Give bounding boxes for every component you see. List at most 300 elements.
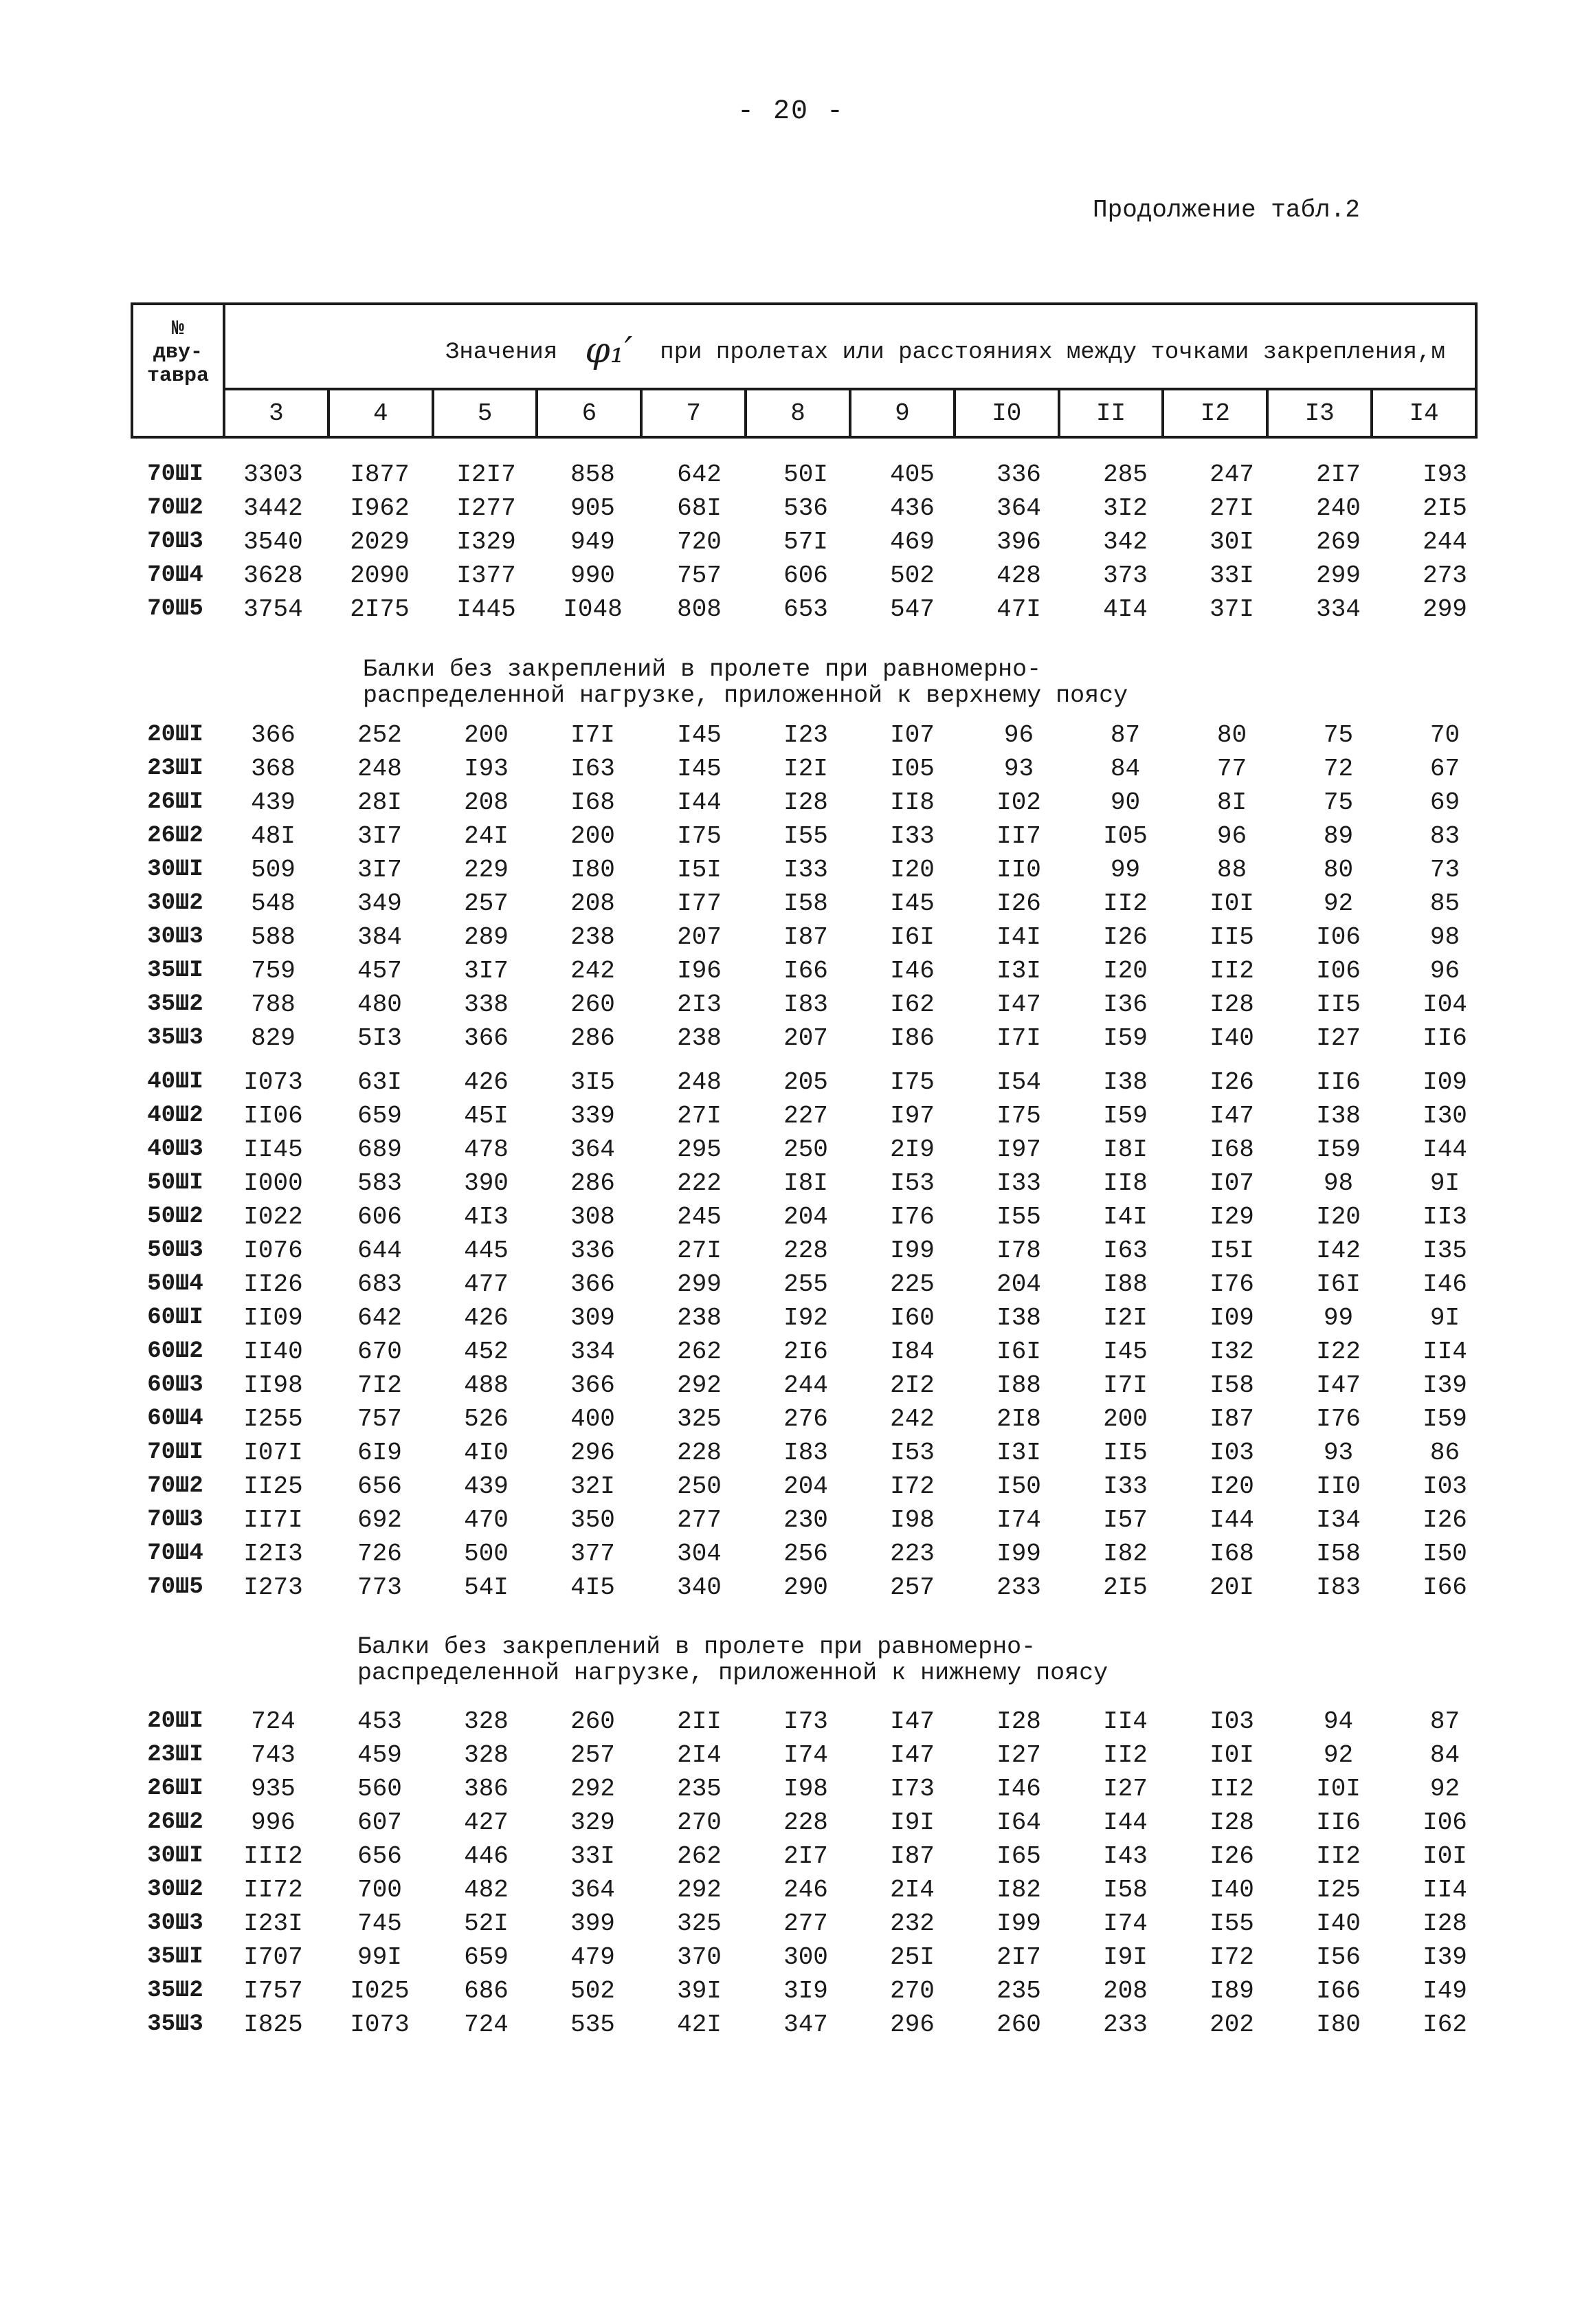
value-cell: 27I (1210, 494, 1254, 522)
value-cell: 607 (357, 1808, 402, 1837)
value-cell: I2I7 (456, 461, 516, 489)
value-cell: 426 (464, 1068, 509, 1096)
value-cell: 89 (1323, 822, 1354, 850)
value-cell: I99 (996, 1910, 1041, 1938)
value-cell: 69 (1429, 788, 1460, 817)
value-cell: II7I (243, 1506, 303, 1534)
beam-number-cell: 20ШI (147, 1708, 203, 1734)
value-cell: I0I (1210, 889, 1254, 918)
value-cell: 366 (251, 721, 296, 749)
value-cell: 3I9 (783, 1977, 828, 2005)
value-cell: 90 (1110, 788, 1141, 817)
value-cell: 228 (783, 1237, 828, 1265)
value-cell: I076 (243, 1237, 303, 1265)
value-cell: I60 (890, 1304, 935, 1332)
table-row (131, 1200, 1478, 1234)
value-cell: 390 (464, 1169, 509, 1197)
value-cell: I03 (1423, 1472, 1467, 1501)
value-cell: 252 (357, 721, 402, 749)
beam-number-cell: 35Ш3 (147, 2011, 203, 2037)
table-row (131, 786, 1478, 819)
value-cell: I757 (243, 1977, 303, 2005)
value-cell: 536 (783, 494, 828, 522)
value-cell: 4I0 (464, 1439, 509, 1467)
value-cell: 858 (570, 461, 615, 489)
value-cell: 808 (677, 595, 722, 623)
value-cell: I99 (996, 1540, 1041, 1568)
table-row (131, 1503, 1478, 1537)
table-row (131, 1940, 1478, 1974)
value-cell: 5I3 (357, 1024, 402, 1052)
value-cell: 502 (570, 1977, 615, 2005)
value-cell: I05 (1103, 822, 1148, 850)
value-cell: 52I (464, 1910, 509, 1938)
value-cell: 299 (1316, 562, 1361, 590)
beam-number-cell: 26Ш2 (147, 1809, 203, 1835)
values-header (224, 304, 1476, 389)
value-cell: 87 (1110, 721, 1141, 749)
value-cell: 459 (357, 1741, 402, 1769)
value-cell: 2090 (350, 562, 410, 590)
value-cell: I825 (243, 2011, 303, 2039)
value-cell: I6I (1316, 1270, 1361, 1298)
value-cell: I377 (456, 562, 516, 590)
value-cell: I27 (1103, 1775, 1148, 1803)
value-cell: 300 (783, 1943, 828, 1971)
value-cell: 726 (357, 1540, 402, 1568)
value-cell: I20 (1103, 957, 1148, 985)
beam-number-cell: 70Ш2 (147, 1473, 203, 1499)
values-label: Значения (445, 340, 558, 366)
span-header-cell: 9 (850, 389, 955, 437)
value-cell: 92 (1323, 1741, 1354, 1769)
value-cell: 759 (251, 957, 296, 985)
value-cell: I59 (1103, 1102, 1148, 1130)
value-cell: I75 (890, 1068, 935, 1096)
value-cell: 328 (464, 1741, 509, 1769)
value-cell: 45I (464, 1102, 509, 1130)
value-cell: 80 (1216, 721, 1247, 749)
value-cell: 436 (890, 494, 935, 522)
value-cell: II4 (1103, 1707, 1148, 1736)
value-cell: I33 (783, 856, 828, 884)
value-cell: I62 (1423, 2011, 1467, 2039)
value-cell: I44 (1423, 1136, 1467, 1164)
value-cell: 73 (1429, 856, 1460, 884)
value-cell: I46 (890, 957, 935, 985)
beam-number-cell: 70Ш5 (147, 596, 203, 622)
value-cell: I58 (1103, 1876, 1148, 1904)
value-cell: 996 (251, 1808, 296, 1837)
value-cell: 72 (1323, 755, 1354, 783)
value-cell: 366 (464, 1024, 509, 1052)
value-cell: 200 (570, 822, 615, 850)
value-cell: 84 (1110, 755, 1141, 783)
value-cell: 242 (570, 957, 615, 985)
value-cell: I39 (1423, 1943, 1467, 1971)
value-cell: 384 (357, 923, 402, 951)
value-cell: 480 (357, 991, 402, 1019)
beam-number-cell: 26Ш2 (147, 823, 203, 849)
value-cell: I62 (890, 991, 935, 1019)
value-cell: 500 (464, 1540, 509, 1568)
table-row (131, 920, 1478, 954)
value-cell: 829 (251, 1024, 296, 1052)
value-cell: 2029 (350, 528, 410, 556)
value-cell: 232 (890, 1910, 935, 1938)
value-cell: I47 (890, 1741, 935, 1769)
value-cell: 244 (783, 1371, 828, 1399)
value-cell: I20 (1316, 1203, 1361, 1231)
value-cell: II5 (1103, 1439, 1148, 1467)
value-cell: 3303 (243, 461, 303, 489)
value-cell: 228 (783, 1808, 828, 1837)
value-cell: I28 (1210, 991, 1254, 1019)
value-cell: I20 (1210, 1472, 1254, 1501)
value-cell: 642 (357, 1304, 402, 1332)
value-cell: 339 (570, 1102, 615, 1130)
value-cell: I58 (1210, 1371, 1254, 1399)
table-row (131, 819, 1478, 853)
table-row (131, 1839, 1478, 1873)
value-cell: 2I5 (1423, 494, 1467, 522)
value-cell: 659 (357, 1102, 402, 1130)
value-cell: 644 (357, 1237, 402, 1265)
value-cell: I7I (996, 1024, 1041, 1052)
value-cell: I63 (1103, 1237, 1148, 1265)
value-cell: I8I (783, 1169, 828, 1197)
value-cell: 86 (1429, 1439, 1460, 1467)
beam-number-cell: 35ШI (147, 1944, 203, 1970)
value-cell: 478 (464, 1136, 509, 1164)
value-cell: I53 (890, 1169, 935, 1197)
value-cell: 229 (464, 856, 509, 884)
value-cell: I27 (996, 1741, 1041, 1769)
value-cell: I30 (1423, 1102, 1467, 1130)
value-cell: 364 (996, 494, 1041, 522)
value-cell: 70 (1429, 721, 1460, 749)
value-cell: 85 (1429, 889, 1460, 918)
table-row (131, 593, 1478, 626)
value-cell: I26 (1103, 923, 1148, 951)
section-title-upper-belt (363, 656, 1128, 709)
value-cell: 80 (1323, 856, 1354, 884)
value-cell: 93 (1003, 755, 1034, 783)
value-cell: 399 (570, 1910, 615, 1938)
value-cell: I022 (243, 1203, 303, 1231)
value-cell: 9I (1429, 1169, 1460, 1197)
value-cell: I0I (1210, 1741, 1254, 1769)
value-cell: 92 (1429, 1775, 1460, 1803)
value-cell: I03 (1210, 1707, 1254, 1736)
value-cell: 304 (677, 1540, 722, 1568)
beam-number-cell: 23ШI (147, 755, 203, 782)
value-cell: I83 (1316, 1573, 1361, 1602)
section-main-rows (131, 458, 1478, 626)
value-cell: 277 (677, 1506, 722, 1534)
value-cell: I49 (1423, 1977, 1467, 2005)
value-cell: II7 (996, 822, 1041, 850)
span-header-cell: 5 (433, 389, 537, 437)
value-cell: 445 (464, 1237, 509, 1265)
value-cell: I04 (1423, 991, 1467, 1019)
value-cell: I80 (1316, 2011, 1361, 2039)
value-cell: 250 (783, 1136, 828, 1164)
value-cell: II26 (243, 1270, 303, 1298)
value-cell: 482 (464, 1876, 509, 1904)
value-cell: 42I (677, 2011, 722, 2039)
value-cell: 2I5 (1103, 1573, 1148, 1602)
beam-number-cell: 60ШI (147, 1305, 203, 1331)
value-cell: 255 (783, 1270, 828, 1298)
value-cell: I66 (783, 957, 828, 985)
value-cell: 98 (1429, 923, 1460, 951)
value-cell: 33I (570, 1842, 615, 1870)
value-cell: 509 (251, 856, 296, 884)
value-cell: 248 (357, 755, 402, 783)
value-cell: 405 (890, 461, 935, 489)
value-cell: 260 (996, 2011, 1041, 2039)
value-cell: 286 (570, 1024, 615, 1052)
table-row (131, 887, 1478, 920)
value-cell: II2 (1103, 889, 1148, 918)
table-row (131, 752, 1478, 786)
value-cell: I3I (996, 957, 1041, 985)
section-upper-belt-rows (131, 718, 1478, 1055)
value-cell: I45 (677, 721, 722, 749)
value-cell: I99 (890, 1237, 935, 1265)
value-cell: II4 (1423, 1338, 1467, 1366)
value-cell: I47 (1316, 1371, 1361, 1399)
value-cell: 260 (570, 1707, 615, 1736)
value-cell: 370 (677, 1943, 722, 1971)
table-row (131, 1065, 1478, 1099)
value-cell: 75 (1323, 788, 1354, 817)
value-cell: I59 (1103, 1024, 1148, 1052)
value-cell: I26 (1423, 1506, 1467, 1534)
value-cell: I53 (890, 1439, 935, 1467)
value-cell: 670 (357, 1338, 402, 1366)
value-cell: 39I (677, 1977, 722, 2005)
value-cell: I83 (783, 1439, 828, 1467)
value-cell: I32 (1210, 1338, 1254, 1366)
value-cell: I025 (350, 1977, 410, 2005)
table-row (131, 1470, 1478, 1503)
value-cell: I96 (677, 957, 722, 985)
value-cell: I26 (1210, 1068, 1254, 1096)
value-cell: II6 (1316, 1808, 1361, 1837)
beam-number-cell: 70Ш4 (147, 562, 203, 588)
value-cell: 935 (251, 1775, 296, 1803)
value-cell: 299 (1423, 595, 1467, 623)
value-cell: 325 (677, 1910, 722, 1938)
beam-number-cell: 50Ш2 (147, 1204, 203, 1230)
value-cell: 788 (251, 991, 296, 1019)
value-cell: 683 (357, 1270, 402, 1298)
table-row (131, 1705, 1478, 1738)
beam-number-cell: 30Ш2 (147, 890, 203, 916)
value-cell: I20 (890, 856, 935, 884)
value-cell: I0I (1316, 1775, 1361, 1803)
value-cell: 502 (890, 562, 935, 590)
beam-number-cell: 70Ш5 (147, 1574, 203, 1600)
value-cell: 2I8 (996, 1405, 1041, 1433)
value-cell: 238 (677, 1304, 722, 1332)
value-cell: 20I (1210, 1573, 1254, 1602)
value-cell: I83 (783, 991, 828, 1019)
value-cell: I0I (1423, 1842, 1467, 1870)
page-number: - 20 - (737, 96, 845, 127)
value-cell: I65 (996, 1842, 1041, 1870)
value-cell: I23 (783, 721, 828, 749)
table-row (131, 1133, 1478, 1166)
value-cell: 2II (677, 1707, 722, 1736)
value-cell: I09 (1423, 1068, 1467, 1096)
value-cell: II8 (890, 788, 935, 817)
table-row (131, 1402, 1478, 1436)
value-cell: I073 (243, 1068, 303, 1096)
value-cell: II45 (243, 1136, 303, 1164)
value-cell: 7I2 (357, 1371, 402, 1399)
beam-number-cell: 35Ш2 (147, 991, 203, 1017)
value-cell: I93 (464, 755, 509, 783)
value-cell: I26 (1210, 1842, 1254, 1870)
table-row (131, 1099, 1478, 1133)
value-cell: 439 (251, 788, 296, 817)
value-cell: 3I2 (1103, 494, 1148, 522)
value-cell: II6 (1423, 1024, 1467, 1052)
beam-number-cell: 30ШI (147, 856, 203, 883)
value-cell: 208 (1103, 1977, 1148, 2005)
value-cell: 364 (570, 1136, 615, 1164)
value-cell: 63I (357, 1068, 402, 1096)
value-cell: II2 (1103, 1741, 1148, 1769)
value-cell: 84 (1429, 1741, 1460, 1769)
value-cell: 270 (890, 1977, 935, 2005)
value-cell: I707 (243, 1943, 303, 1971)
value-cell: I07 (890, 721, 935, 749)
value-cell: II2 (1316, 1842, 1361, 1870)
value-cell: I28 (1423, 1910, 1467, 1938)
value-cell: 366 (570, 1270, 615, 1298)
value-cell: 656 (357, 1842, 402, 1870)
value-cell: I39 (1423, 1371, 1467, 1399)
value-cell: I43 (1103, 1842, 1148, 1870)
value-cell: 426 (464, 1304, 509, 1332)
value-cell: 3754 (243, 595, 303, 623)
table-row (131, 1436, 1478, 1470)
value-cell: 98 (1323, 1169, 1354, 1197)
value-cell: I7I (1103, 1371, 1148, 1399)
value-cell: I5I (677, 856, 722, 884)
value-cell: I277 (456, 494, 516, 522)
value-cell: 246 (783, 1876, 828, 1904)
value-cell: I47 (890, 1707, 935, 1736)
value-cell: 205 (783, 1068, 828, 1096)
value-cell: 2I4 (677, 1741, 722, 1769)
value-cell: I74 (783, 1741, 828, 1769)
table-row (131, 525, 1478, 559)
span-header-cell: I0 (955, 389, 1059, 437)
value-cell: I877 (350, 461, 410, 489)
value-cell: 99 (1323, 1304, 1354, 1332)
value-cell: I82 (996, 1876, 1041, 1904)
value-cell: I28 (1210, 1808, 1254, 1837)
value-cell: 373 (1103, 562, 1148, 590)
value-cell: 77 (1216, 755, 1247, 783)
value-cell: I36 (1103, 991, 1148, 1019)
value-cell: I55 (1210, 1910, 1254, 1938)
value-cell: I76 (1316, 1405, 1361, 1433)
value-cell: 560 (357, 1775, 402, 1803)
value-cell: 227 (783, 1102, 828, 1130)
value-cell: I40 (1210, 1876, 1254, 1904)
value-cell: 24I (464, 822, 509, 850)
value-cell: I4I (1103, 1203, 1148, 1231)
value-cell: 308 (570, 1203, 615, 1231)
value-cell: 368 (251, 755, 296, 783)
value-cell: 296 (570, 1439, 615, 1467)
value-cell: 277 (783, 1910, 828, 1938)
value-cell: I72 (890, 1472, 935, 1501)
value-cell: 659 (464, 1943, 509, 1971)
value-cell: 27I (677, 1102, 722, 1130)
value-cell: I46 (996, 1775, 1041, 1803)
value-cell: 3628 (243, 562, 303, 590)
value-cell: 583 (357, 1169, 402, 1197)
value-cell: I87 (1210, 1405, 1254, 1433)
value-cell: 204 (996, 1270, 1041, 1298)
value-cell: I75 (996, 1102, 1041, 1130)
value-cell: 94 (1323, 1707, 1354, 1736)
value-cell: I45 (890, 889, 935, 918)
value-cell: I97 (890, 1102, 935, 1130)
beam-number-header-line: № (171, 318, 184, 341)
value-cell: 262 (677, 1842, 722, 1870)
value-cell: I76 (1210, 1270, 1254, 1298)
value-cell: I06 (1316, 923, 1361, 951)
value-cell: 470 (464, 1506, 509, 1534)
value-cell: 242 (890, 1405, 935, 1433)
value-cell: I98 (890, 1506, 935, 1534)
value-cell: I50 (996, 1472, 1041, 1501)
value-cell: 743 (251, 1741, 296, 1769)
table-row (131, 1268, 1478, 1301)
value-cell: 692 (357, 1506, 402, 1534)
value-cell: I03 (1210, 1439, 1254, 1467)
value-cell: 96 (1216, 822, 1247, 850)
value-cell: 230 (783, 1506, 828, 1534)
value-cell: II8 (1103, 1169, 1148, 1197)
value-cell: I73 (783, 1707, 828, 1736)
value-cell: 990 (570, 562, 615, 590)
value-cell: I54 (996, 1068, 1041, 1096)
value-cell: 328 (464, 1707, 509, 1736)
value-cell: 88 (1216, 856, 1247, 884)
value-cell: 33I (1210, 562, 1254, 590)
beam-number-header (132, 304, 224, 437)
value-cell: 27I (677, 1237, 722, 1265)
value-cell: 67 (1429, 755, 1460, 783)
value-cell: 905 (570, 494, 615, 522)
value-cell: I28 (783, 788, 828, 817)
value-cell: 334 (570, 1338, 615, 1366)
value-cell: I26 (996, 889, 1041, 918)
value-cell: 606 (357, 1203, 402, 1231)
beam-number-cell: 30Ш3 (147, 924, 203, 950)
value-cell: 724 (464, 2011, 509, 2039)
beam-number-cell: 35Ш2 (147, 1978, 203, 2004)
